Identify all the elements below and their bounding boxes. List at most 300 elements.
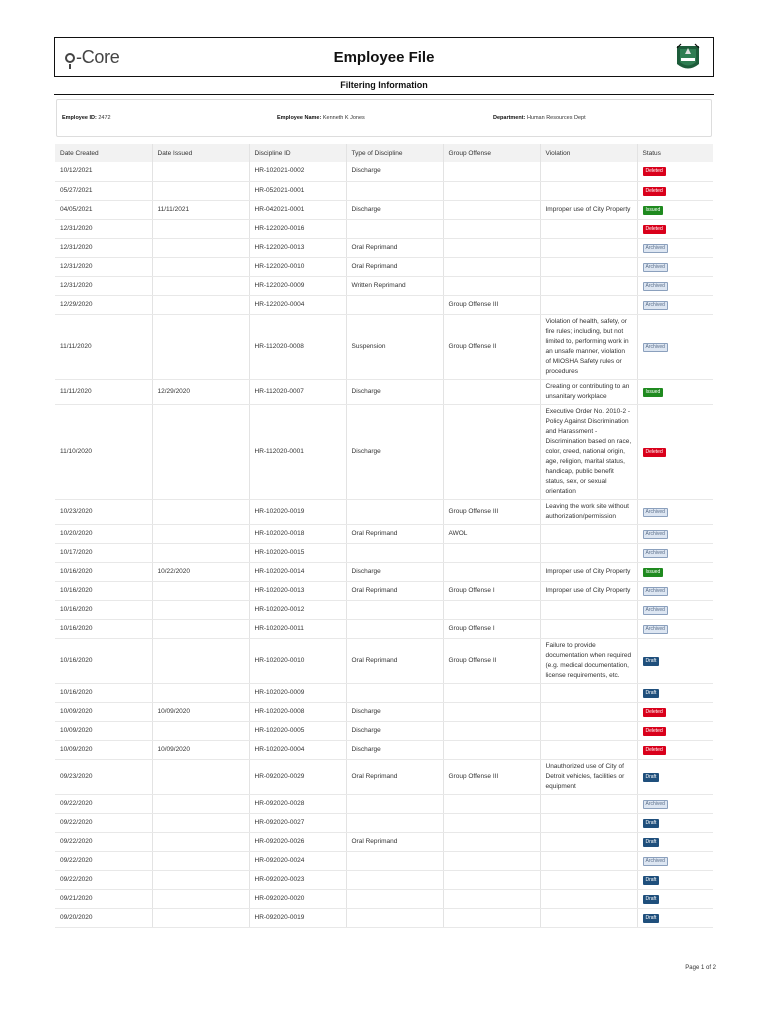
cell-date-issued [152, 600, 249, 619]
cell-status [637, 908, 713, 927]
col-discipline-id[interactable]: Discipline ID [249, 144, 346, 162]
status-badge: Archived [643, 244, 668, 253]
cell-status [637, 581, 713, 600]
status-badge: Deleted [643, 708, 666, 717]
cell-date-created: 10/23/2020 [55, 499, 152, 524]
cell-group-offense [443, 200, 540, 219]
cell-date-created: 12/31/2020 [55, 238, 152, 257]
page-title: Employee File [333, 49, 435, 66]
cell-date-created: 09/20/2020 [55, 908, 152, 927]
cell-discipline-id: HR-092020-0019 [249, 908, 346, 927]
table-row[interactable] [55, 619, 713, 638]
cell-date-issued: 12/29/2020 [152, 379, 249, 404]
cell-status [637, 562, 713, 581]
employee-id-value: 2472 [98, 115, 111, 121]
cell-date-created: 09/22/2020 [55, 851, 152, 870]
department-value: Human Resources Dept [526, 115, 586, 121]
employee-id-field [62, 115, 111, 121]
cell-status [637, 219, 713, 238]
cell-group-offense [443, 600, 540, 619]
cell-discipline-id: HR-092020-0026 [249, 832, 346, 851]
cell-violation [540, 162, 637, 181]
cell-discipline-id: HR-112020-0001 [249, 404, 346, 499]
table-row[interactable] [55, 562, 713, 581]
cell-status [637, 851, 713, 870]
employee-name-label: Employee Name: [277, 115, 322, 121]
table-row[interactable] [55, 638, 713, 683]
cell-status [637, 181, 713, 200]
cell-date-issued [152, 813, 249, 832]
cell-status [637, 379, 713, 404]
cell-type-of-discipline: Discharge [346, 404, 443, 499]
cell-type-of-discipline [346, 600, 443, 619]
cell-date-created: 10/16/2020 [55, 683, 152, 702]
status-badge: Issued [643, 206, 664, 215]
status-badge: Archived [643, 857, 668, 866]
cell-violation: Unauthorized use of City of Detroit vehicles, facilities or equipment [540, 759, 637, 794]
table-row[interactable] [55, 524, 713, 543]
cell-group-offense [443, 238, 540, 257]
col-date-created[interactable]: Date Created [55, 144, 152, 162]
col-group-offense[interactable]: Group Offense [443, 144, 540, 162]
cell-date-issued [152, 908, 249, 927]
cell-status [637, 813, 713, 832]
cell-discipline-id: HR-122020-0013 [249, 238, 346, 257]
cell-date-created: 05/27/2021 [55, 181, 152, 200]
table-row[interactable] [55, 870, 713, 889]
cell-discipline-id: HR-102020-0013 [249, 581, 346, 600]
cell-status [637, 759, 713, 794]
table-row[interactable] [55, 600, 713, 619]
cell-date-created: 10/16/2020 [55, 600, 152, 619]
status-badge: Deleted [643, 746, 666, 755]
discipline-table [55, 144, 713, 928]
cell-type-of-discipline [346, 295, 443, 314]
cell-discipline-id: HR-042021-0001 [249, 200, 346, 219]
cell-status [637, 870, 713, 889]
cell-discipline-id: HR-092020-0029 [249, 759, 346, 794]
cell-violation [540, 600, 637, 619]
cell-group-offense [443, 162, 540, 181]
cell-group-offense: Group Offense II [443, 638, 540, 683]
cell-date-issued [152, 638, 249, 683]
cell-date-created: 09/22/2020 [55, 813, 152, 832]
cell-date-created: 10/12/2021 [55, 162, 152, 181]
cell-discipline-id: HR-092020-0027 [249, 813, 346, 832]
cell-status [637, 200, 713, 219]
cell-date-issued [152, 314, 249, 379]
status-badge: Archived [643, 549, 668, 558]
table-row[interactable] [55, 908, 713, 927]
cell-date-issued [152, 683, 249, 702]
cell-violation [540, 295, 637, 314]
table-row[interactable] [55, 543, 713, 562]
cell-discipline-id: HR-092020-0023 [249, 870, 346, 889]
status-badge: Draft [643, 773, 660, 782]
status-badge: Archived [643, 508, 668, 517]
cell-group-offense [443, 219, 540, 238]
cell-discipline-id: HR-102020-0010 [249, 638, 346, 683]
cell-group-offense [443, 908, 540, 927]
table-row[interactable] [55, 499, 713, 524]
cell-type-of-discipline: Oral Reprimand [346, 759, 443, 794]
cell-violation [540, 257, 637, 276]
cell-date-created: 10/16/2020 [55, 562, 152, 581]
status-badge: Archived [643, 625, 668, 634]
cell-type-of-discipline: Oral Reprimand [346, 524, 443, 543]
cell-discipline-id: HR-102020-0018 [249, 524, 346, 543]
cell-discipline-id: HR-102020-0015 [249, 543, 346, 562]
cell-discipline-id: HR-112020-0007 [249, 379, 346, 404]
cell-date-issued [152, 276, 249, 295]
table-row[interactable] [55, 314, 713, 379]
cell-date-created: 09/22/2020 [55, 794, 152, 813]
cell-date-issued [152, 543, 249, 562]
cell-type-of-discipline [346, 543, 443, 562]
page-number: Page 1 of 2 [685, 965, 716, 971]
table-row[interactable] [55, 379, 713, 404]
cell-group-offense [443, 257, 540, 276]
cell-group-offense [443, 721, 540, 740]
cell-type-of-discipline: Discharge [346, 740, 443, 759]
document-header [54, 37, 714, 77]
cell-date-issued: 10/09/2020 [152, 740, 249, 759]
status-badge: Deleted [643, 167, 666, 176]
cell-date-created: 09/22/2020 [55, 832, 152, 851]
cell-type-of-discipline [346, 794, 443, 813]
table-row[interactable] [55, 683, 713, 702]
col-status[interactable]: Status [637, 144, 713, 162]
cell-type-of-discipline: Written Reprimand [346, 276, 443, 295]
cell-date-issued: 11/11/2021 [152, 200, 249, 219]
cell-violation: Improper use of City Property [540, 562, 637, 581]
cell-type-of-discipline [346, 813, 443, 832]
table-row[interactable] [55, 257, 713, 276]
col-type[interactable]: Type of Discipline [346, 144, 443, 162]
table-row[interactable] [55, 162, 713, 181]
cell-discipline-id: HR-122020-0004 [249, 295, 346, 314]
cell-status [637, 721, 713, 740]
cell-type-of-discipline: Discharge [346, 200, 443, 219]
logo-text: -Core [76, 47, 120, 67]
cell-discipline-id: HR-102020-0008 [249, 702, 346, 721]
cell-date-created: 11/11/2020 [55, 379, 152, 404]
cell-discipline-id: HR-102020-0004 [249, 740, 346, 759]
cell-violation: Executive Order No. 2010-2 - Policy Against Discrimination and Harassment - Discrimination based on race, color, creed, national origin, age, religion, marital status, handicap, public benefit status, sex, or sexual orientation [540, 404, 637, 499]
cell-type-of-discipline: Oral Reprimand [346, 832, 443, 851]
status-badge: Deleted [643, 187, 666, 196]
cell-status [637, 404, 713, 499]
cell-status [637, 600, 713, 619]
cell-violation [540, 276, 637, 295]
cell-date-issued [152, 238, 249, 257]
table-row[interactable] [55, 181, 713, 200]
cell-group-offense [443, 740, 540, 759]
cell-date-issued [152, 619, 249, 638]
cell-date-created: 09/21/2020 [55, 889, 152, 908]
cell-violation [540, 524, 637, 543]
cell-violation [540, 181, 637, 200]
status-badge: Deleted [643, 225, 666, 234]
department-field [493, 115, 586, 121]
status-badge: Archived [643, 343, 668, 352]
table-row[interactable] [55, 851, 713, 870]
cell-violation [540, 543, 637, 562]
cell-violation [540, 721, 637, 740]
cell-type-of-discipline [346, 499, 443, 524]
status-badge: Draft [643, 895, 660, 904]
status-badge: Archived [643, 263, 668, 272]
cell-group-offense [443, 832, 540, 851]
cell-discipline-id: HR-122020-0009 [249, 276, 346, 295]
cell-date-issued [152, 404, 249, 499]
employee-name-value: Kenneth K Jones [322, 115, 365, 121]
cell-violation [540, 794, 637, 813]
cell-date-issued: 10/22/2020 [152, 562, 249, 581]
status-badge: Draft [643, 689, 660, 698]
cell-status [637, 524, 713, 543]
cell-date-created: 10/16/2020 [55, 638, 152, 683]
cell-status [637, 499, 713, 524]
status-badge: Archived [643, 530, 668, 539]
employee-info-panel [56, 99, 712, 137]
cell-violation [540, 702, 637, 721]
cell-group-offense [443, 562, 540, 581]
cell-date-created: 09/22/2020 [55, 870, 152, 889]
cell-date-created: 12/31/2020 [55, 276, 152, 295]
table-row[interactable] [55, 404, 713, 499]
cell-discipline-id: HR-122020-0016 [249, 219, 346, 238]
table-row[interactable] [55, 200, 713, 219]
cell-type-of-discipline [346, 181, 443, 200]
table-row[interactable] [55, 276, 713, 295]
col-violation[interactable]: Violation [540, 144, 637, 162]
cell-group-offense: Group Offense I [443, 581, 540, 600]
cell-date-issued [152, 870, 249, 889]
table-row[interactable] [55, 813, 713, 832]
cell-date-created: 11/11/2020 [55, 314, 152, 379]
cell-date-created: 10/17/2020 [55, 543, 152, 562]
department-label: Department: [493, 115, 526, 121]
cell-type-of-discipline: Discharge [346, 721, 443, 740]
cell-type-of-discipline: Discharge [346, 379, 443, 404]
cell-group-offense [443, 683, 540, 702]
status-badge: Issued [643, 568, 664, 577]
cell-status [637, 543, 713, 562]
cell-date-issued [152, 499, 249, 524]
cell-discipline-id: HR-102021-0002 [249, 162, 346, 181]
cell-date-issued [152, 721, 249, 740]
cell-discipline-id: HR-102020-0005 [249, 721, 346, 740]
filtering-info-title: Filtering Information [54, 77, 714, 95]
cell-discipline-id: HR-102020-0012 [249, 600, 346, 619]
cell-date-created: 11/10/2020 [55, 404, 152, 499]
cell-type-of-discipline: Discharge [346, 162, 443, 181]
table-row[interactable] [55, 740, 713, 759]
cell-date-issued [152, 832, 249, 851]
cell-violation [540, 683, 637, 702]
cell-discipline-id: HR-092020-0028 [249, 794, 346, 813]
cell-group-offense [443, 404, 540, 499]
cell-group-offense: Group Offense I [443, 619, 540, 638]
cell-violation [540, 889, 637, 908]
table-row[interactable] [55, 295, 713, 314]
cell-date-created: 10/16/2020 [55, 581, 152, 600]
cell-violation [540, 832, 637, 851]
cell-type-of-discipline [346, 889, 443, 908]
cell-type-of-discipline: Suspension [346, 314, 443, 379]
cell-type-of-discipline [346, 851, 443, 870]
cell-type-of-discipline: Oral Reprimand [346, 257, 443, 276]
table-row[interactable] [55, 219, 713, 238]
cell-date-issued [152, 181, 249, 200]
table-row[interactable] [55, 721, 713, 740]
cell-group-offense: Group Offense III [443, 499, 540, 524]
cell-type-of-discipline [346, 870, 443, 889]
cell-discipline-id: HR-112020-0008 [249, 314, 346, 379]
cell-date-created: 04/05/2021 [55, 200, 152, 219]
cell-violation: Improper use of City Property [540, 581, 637, 600]
cell-date-created: 09/23/2020 [55, 759, 152, 794]
cell-date-created: 10/09/2020 [55, 721, 152, 740]
cell-status [637, 276, 713, 295]
city-seal-icon [675, 42, 701, 73]
status-badge: Archived [643, 282, 668, 291]
cell-violation [540, 238, 637, 257]
cell-date-created: 10/20/2020 [55, 524, 152, 543]
status-badge: Archived [643, 301, 668, 310]
status-badge: Archived [643, 587, 668, 596]
cell-violation [540, 813, 637, 832]
cell-status [637, 314, 713, 379]
cell-violation [540, 219, 637, 238]
table-header-row [55, 144, 713, 162]
cell-discipline-id: HR-102020-0014 [249, 562, 346, 581]
cell-status [637, 619, 713, 638]
cell-status [637, 740, 713, 759]
cell-date-created: 10/16/2020 [55, 619, 152, 638]
cell-date-issued [152, 219, 249, 238]
cell-status [637, 238, 713, 257]
cell-discipline-id: HR-122020-0010 [249, 257, 346, 276]
cell-group-offense [443, 851, 540, 870]
table-row[interactable] [55, 759, 713, 794]
cell-violation [540, 851, 637, 870]
cell-type-of-discipline [346, 908, 443, 927]
cell-date-issued: 10/09/2020 [152, 702, 249, 721]
cell-date-issued [152, 581, 249, 600]
status-badge: Deleted [643, 727, 666, 736]
cell-date-created: 12/29/2020 [55, 295, 152, 314]
cell-status [637, 832, 713, 851]
cell-status [637, 257, 713, 276]
cell-violation [540, 870, 637, 889]
cell-date-created: 10/09/2020 [55, 702, 152, 721]
cell-group-offense [443, 813, 540, 832]
cell-violation: Leaving the work site without authorization/permission [540, 499, 637, 524]
status-badge: Archived [643, 606, 668, 615]
cell-date-issued [152, 524, 249, 543]
cell-violation: Creating or contributing to an unsanitary workplace [540, 379, 637, 404]
cell-status [637, 295, 713, 314]
employee-id-label: Employee ID: [62, 115, 97, 121]
cell-date-issued [152, 889, 249, 908]
col-date-issued[interactable]: Date Issued [152, 144, 249, 162]
cell-status [637, 162, 713, 181]
cell-group-offense: Group Offense III [443, 295, 540, 314]
cell-group-offense [443, 379, 540, 404]
cell-date-issued [152, 162, 249, 181]
cell-status [637, 794, 713, 813]
cell-date-issued [152, 759, 249, 794]
cell-discipline-id: HR-102020-0009 [249, 683, 346, 702]
cell-type-of-discipline: Oral Reprimand [346, 238, 443, 257]
cell-discipline-id: HR-102020-0011 [249, 619, 346, 638]
cell-status [637, 638, 713, 683]
cell-group-offense [443, 702, 540, 721]
cell-date-created: 10/09/2020 [55, 740, 152, 759]
employee-name-field [277, 115, 365, 121]
cell-date-issued [152, 851, 249, 870]
cell-group-offense [443, 794, 540, 813]
cell-group-offense [443, 870, 540, 889]
cell-group-offense: Group Offense III [443, 759, 540, 794]
cell-type-of-discipline: Discharge [346, 702, 443, 721]
status-badge: Draft [643, 838, 660, 847]
cell-date-issued [152, 257, 249, 276]
cell-discipline-id: HR-092020-0020 [249, 889, 346, 908]
cell-type-of-discipline [346, 683, 443, 702]
status-badge: Deleted [643, 448, 666, 457]
cell-violation [540, 740, 637, 759]
cell-discipline-id: HR-092020-0024 [249, 851, 346, 870]
cell-group-offense [443, 181, 540, 200]
status-badge: Issued [643, 388, 664, 397]
cell-group-offense: AWOL [443, 524, 540, 543]
cell-discipline-id: HR-102020-0019 [249, 499, 346, 524]
cell-violation [540, 619, 637, 638]
cell-type-of-discipline [346, 619, 443, 638]
status-badge: Draft [643, 914, 660, 923]
cell-violation: Failure to provide documentation when required (e.g. medical documentation, license requirements, etc. [540, 638, 637, 683]
cell-group-offense: Group Offense II [443, 314, 540, 379]
table-row[interactable] [55, 889, 713, 908]
cell-group-offense [443, 889, 540, 908]
cell-type-of-discipline [346, 219, 443, 238]
cell-type-of-discipline: Discharge [346, 562, 443, 581]
cell-type-of-discipline: Oral Reprimand [346, 638, 443, 683]
table-row[interactable] [55, 702, 713, 721]
status-badge: Draft [643, 819, 660, 828]
cell-date-issued [152, 295, 249, 314]
cell-group-offense [443, 276, 540, 295]
cell-violation: Violation of health, safety, or fire rules; including, but not limited to, performing work in an unsafe manner, violation of MIOSHA Safety rules or procedures [540, 314, 637, 379]
status-badge: Draft [643, 876, 660, 885]
table-row[interactable] [55, 832, 713, 851]
cell-status [637, 683, 713, 702]
table-row[interactable] [55, 581, 713, 600]
status-badge: Archived [643, 800, 668, 809]
cell-status [637, 889, 713, 908]
status-badge: Draft [643, 657, 660, 666]
cell-date-created: 12/31/2020 [55, 257, 152, 276]
cell-discipline-id: HR-052021-0001 [249, 181, 346, 200]
table-row[interactable] [55, 794, 713, 813]
cell-group-offense [443, 543, 540, 562]
cell-violation: Improper use of City Property [540, 200, 637, 219]
cell-date-created: 12/31/2020 [55, 219, 152, 238]
table-row[interactable] [55, 238, 713, 257]
